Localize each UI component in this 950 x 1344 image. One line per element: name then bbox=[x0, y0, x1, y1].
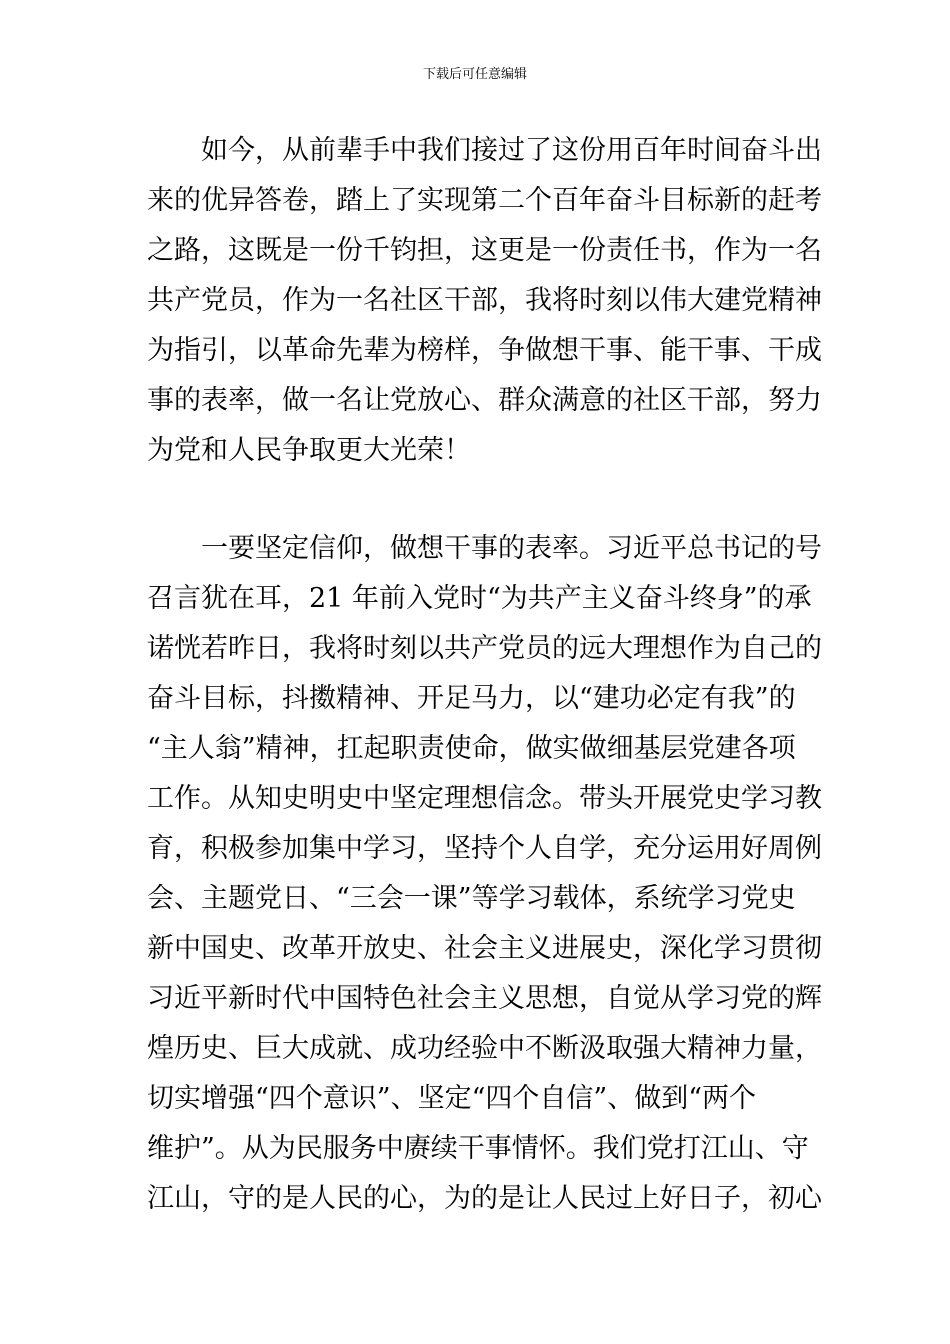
paragraph-line: 一要坚定信仰，做想干事的表率。习近平总书记的号 bbox=[147, 533, 822, 564]
paragraph-line: 维护”。从为民服务中赓续干事情怀。我们党打江山、守 bbox=[147, 1133, 809, 1164]
paragraph-line: 切实增强“四个意识”、坚定“四个自信”、做到“两个 bbox=[147, 1083, 757, 1114]
paragraph-line: 诺恍若昨日，我将时刻以共产党员的远大理想作为自己的 bbox=[147, 633, 822, 664]
paragraph-line: 工作。从知史明史中坚定理想信念。带头开展党史学习教 bbox=[147, 783, 822, 814]
paragraph-line: 之路，这既是一份千钧担，这更是一份责任书，作为一名 bbox=[147, 235, 822, 266]
paragraph-line: 奋斗目标，抖擞精神、开足马力，以“建功必定有我”的 bbox=[147, 683, 796, 714]
paragraph-line: 来的优异答卷，踏上了实现第二个百年奋斗目标新的赶考 bbox=[147, 185, 822, 216]
paragraph-line: 新中国史、改革开放史、社会主义进展史，深化学习贯彻 bbox=[147, 933, 822, 964]
paragraph-line: 育，积极参加集中学习，坚持个人自学，充分运用好周例 bbox=[147, 833, 822, 864]
paragraph-line: 共产党员，作为一名社区干部，我将时刻以伟大建党精神 bbox=[147, 285, 822, 316]
paragraph-line: 如今，从前辈手中我们接过了这份用百年时间奋斗出 bbox=[147, 135, 822, 166]
paragraph-line: “主人翁”精神，扛起职责使命，做实做细基层党建各项 bbox=[147, 733, 796, 764]
paragraph-line: 事的表率，做一名让党放心、群众满意的社区干部，努力 bbox=[147, 385, 822, 416]
page-header: 下载后可任意编辑 bbox=[422, 67, 527, 82]
paragraph-line: 煌历史、巨大成就、成功经验中不断汲取强大精神力量， bbox=[147, 1033, 822, 1064]
paragraph-line: 召言犹在耳，21 年前入党时“为共产主义奋斗终身”的承 bbox=[147, 583, 812, 614]
paragraph-line: 为指引，以革命先辈为榜样，争做想干事、能干事、干成 bbox=[147, 335, 822, 366]
paragraph-line: 会、主题党日、“三会一课”等学习载体，系统学习党史 bbox=[147, 883, 796, 914]
paragraph-line: 江山，守的是人民的心，为的是让人民过上好日子，初心 bbox=[147, 1183, 822, 1214]
paragraph-line: 习近平新时代中国特色社会主义思想，自觉从学习党的辉 bbox=[147, 983, 822, 1014]
paragraph-line: 为党和人民争取更大光荣！ bbox=[147, 435, 471, 466]
